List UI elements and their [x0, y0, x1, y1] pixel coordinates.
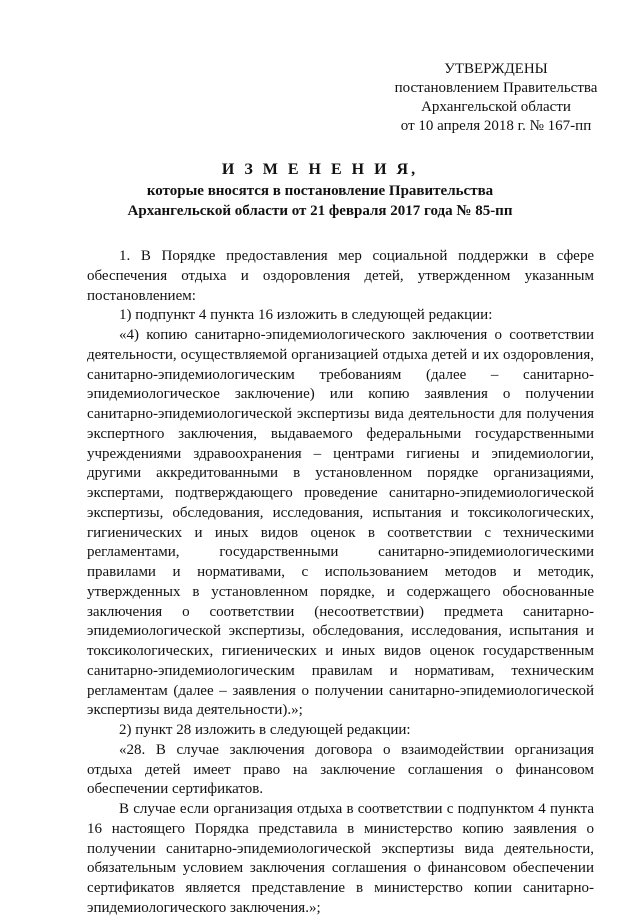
approval-line-decree: постановлением Правительства	[394, 80, 598, 96]
document-title-block	[60, 160, 580, 221]
approval-heading: УТВЕРЖДЕНЫ	[444, 61, 548, 77]
approval-line-region: Архангельской области	[421, 99, 571, 115]
document-title: И З М Е Н Е Н И Я,	[221, 161, 419, 178]
approval-line-date: от 10 апреля 2018 г. № 167-пп	[400, 118, 592, 134]
paragraph-subitem-2: 2) пункт 28 изложить в следующей редакции:	[119, 722, 411, 738]
document-subtitle-line2: Архангельской области от 21 февраля 2017 года № 85-пп	[127, 203, 513, 219]
paragraph-condition: В случае если организация отдыха в соответствии с подпунктом 4 пункта 16 настоящего Порядка представила в министерство копию заявления о получении санитарно-эпидемиологической экспертизы вида деятельности, обязательным условием заключения соглашения о финансовом обеспечении сертификатов является представление в министерство копии санитарно-эпидемиологического заключения.»;	[87, 801, 594, 916]
paragraph-1: 1. В Порядке предоставления мер социальной поддержки в сфере обеспечения отдыха и оздоровления детей, утвержденном указанным постановлением:	[87, 248, 594, 304]
approval-block	[378, 60, 614, 136]
document-body	[87, 247, 594, 919]
paragraph-subitem-1: 1) подпункт 4 пункта 16 изложить в следующей редакции:	[119, 307, 493, 324]
paragraph-quote-28: «28. В случае заключения договора о взаимодействии организация отдыха детей имеет право на заключение соглашения о финансовом обеспечении сертификатов.	[87, 741, 594, 798]
paragraph-quote-4: «4) копию санитарно-эпидемиологического заключения о соответствии деятельности, осуществляемой организацией отдыха детей и их оздоровления, санитарно-эпидемиологическим требованиям (далее – санитарно-эпидемиологическое заключение) или копию заявления о получении санитарно-эпидемиологической экспертизы вида деятельности для получения экспертного заключения, выдаваемого федеральными государственными учреждениями здравоохранения – центрами гигиены и эпидемиологии, другими аккредитованными в установленном порядке организациями, экспертами, подтверждающего проведение санитарно-эпидемиологической экспертизы, обследования, исследования, испытания и токсикологических, гигиенических и иных видов оценок в соответствии с техническими регламентами, государственными санитарно-эпидемиологическими правилами и нормативами, с использованием методов и методик, утвержденных в установленном порядке, и содержащего обоснованные заключения о соответствии (несоответствии) предмета санитарно-эпидемиологической экспертизы, обследования, исследования, испытания и токсикологических, гигиенических и иных видов оценок государственным санитарно-эпидемиологическим правилам и нормативам, техническим регламентам (далее – заявления о получении санитарно-эпидемиологической экспертизы вида деятельности).»;	[87, 327, 594, 719]
document-subtitle-line1: которые вносятся в постановление Правительства	[146, 183, 494, 199]
